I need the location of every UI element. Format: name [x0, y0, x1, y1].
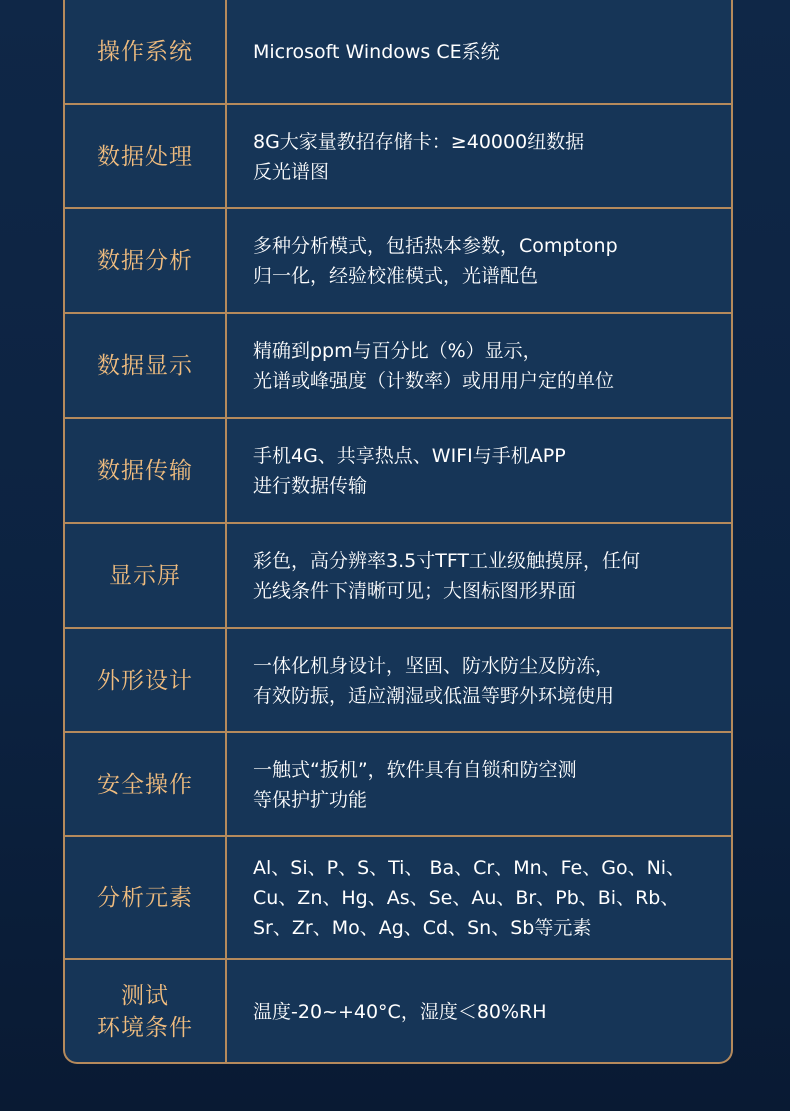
- column-divider: [225, 960, 227, 1064]
- column-divider: [225, 837, 227, 959]
- spec-value: Microsoft Windows CE系统: [253, 40, 500, 63]
- column-divider: [225, 419, 227, 523]
- column-divider: [225, 524, 227, 628]
- spec-row-exterior-design: [65, 627, 731, 732]
- spec-value: 一体化机身设计，坚固、防水防尘及防冻， 有效防振，适应潮湿或低温等野外环境使用: [253, 654, 615, 707]
- spec-row-data-analysis: [65, 207, 731, 313]
- spec-label: 安全操作: [97, 771, 193, 798]
- spec-value: 温度-20~+40°C，湿度＜80%RH: [253, 1001, 547, 1023]
- spec-value: 8G大家量教招存储卡：≥40000纽数据 反光谱图: [253, 130, 585, 183]
- spec-label: 分析元素: [97, 885, 193, 911]
- spec-value: 彩色，高分辨率3.5寸TFT工业级触摸屏，任何 光线条件下清晰可见；大图标图形界面: [253, 550, 641, 602]
- column-divider: [225, 629, 227, 732]
- spec-label: 数据分析: [97, 248, 193, 274]
- spec-row-analysis-elements: [65, 835, 731, 959]
- spec-label: 数据传输: [97, 458, 193, 484]
- spec-value: Al、Si、P、S、Ti、 Ba、Cr、Mn、Fe、Go、Ni、 Cu、Zn、Hg、As、Se、Au、Br、Pb、Bi、Rb、 Sr、Zr、Mo、Ag、Cd、Sn、Sb等元素: [253, 857, 686, 939]
- spec-label: 测试 环境条件: [97, 983, 193, 1041]
- spec-row-data-transfer: [65, 417, 731, 523]
- column-divider: [225, 733, 227, 836]
- spec-row-safe-operation: [65, 731, 731, 836]
- column-divider: [225, 0, 227, 104]
- spec-table: [63, 0, 733, 1064]
- spec-row-display-screen: [65, 522, 731, 628]
- spec-row-data-display: [65, 312, 731, 418]
- column-divider: [225, 105, 227, 208]
- spec-label: 操作系统: [97, 38, 193, 65]
- column-divider: [225, 314, 227, 418]
- spec-value: 精确到ppm与百分比（%）显示， 光谱或峰强度（计数率）或用用户定的单位: [253, 340, 615, 392]
- spec-row-os: [65, 0, 731, 104]
- spec-label: 数据显示: [97, 353, 193, 379]
- spec-value: 手机4G、共享热点、WIFI与手机APP 进行数据传输: [253, 445, 566, 497]
- spec-value: 一触式“扳机”，软件具有自锁和防空测 等保护扩功能: [253, 758, 577, 811]
- spec-row-test-environment: [65, 958, 731, 1064]
- spec-value: 多种分析模式，包括热本参数，Comptonp 归一化，经验校准模式，光谱配色: [253, 235, 618, 287]
- spec-label: 外形设计: [97, 667, 193, 694]
- spec-label: 数据处理: [97, 143, 193, 170]
- spec-label: 显示屏: [109, 563, 181, 589]
- spec-row-data-processing: [65, 103, 731, 208]
- column-divider: [225, 209, 227, 313]
